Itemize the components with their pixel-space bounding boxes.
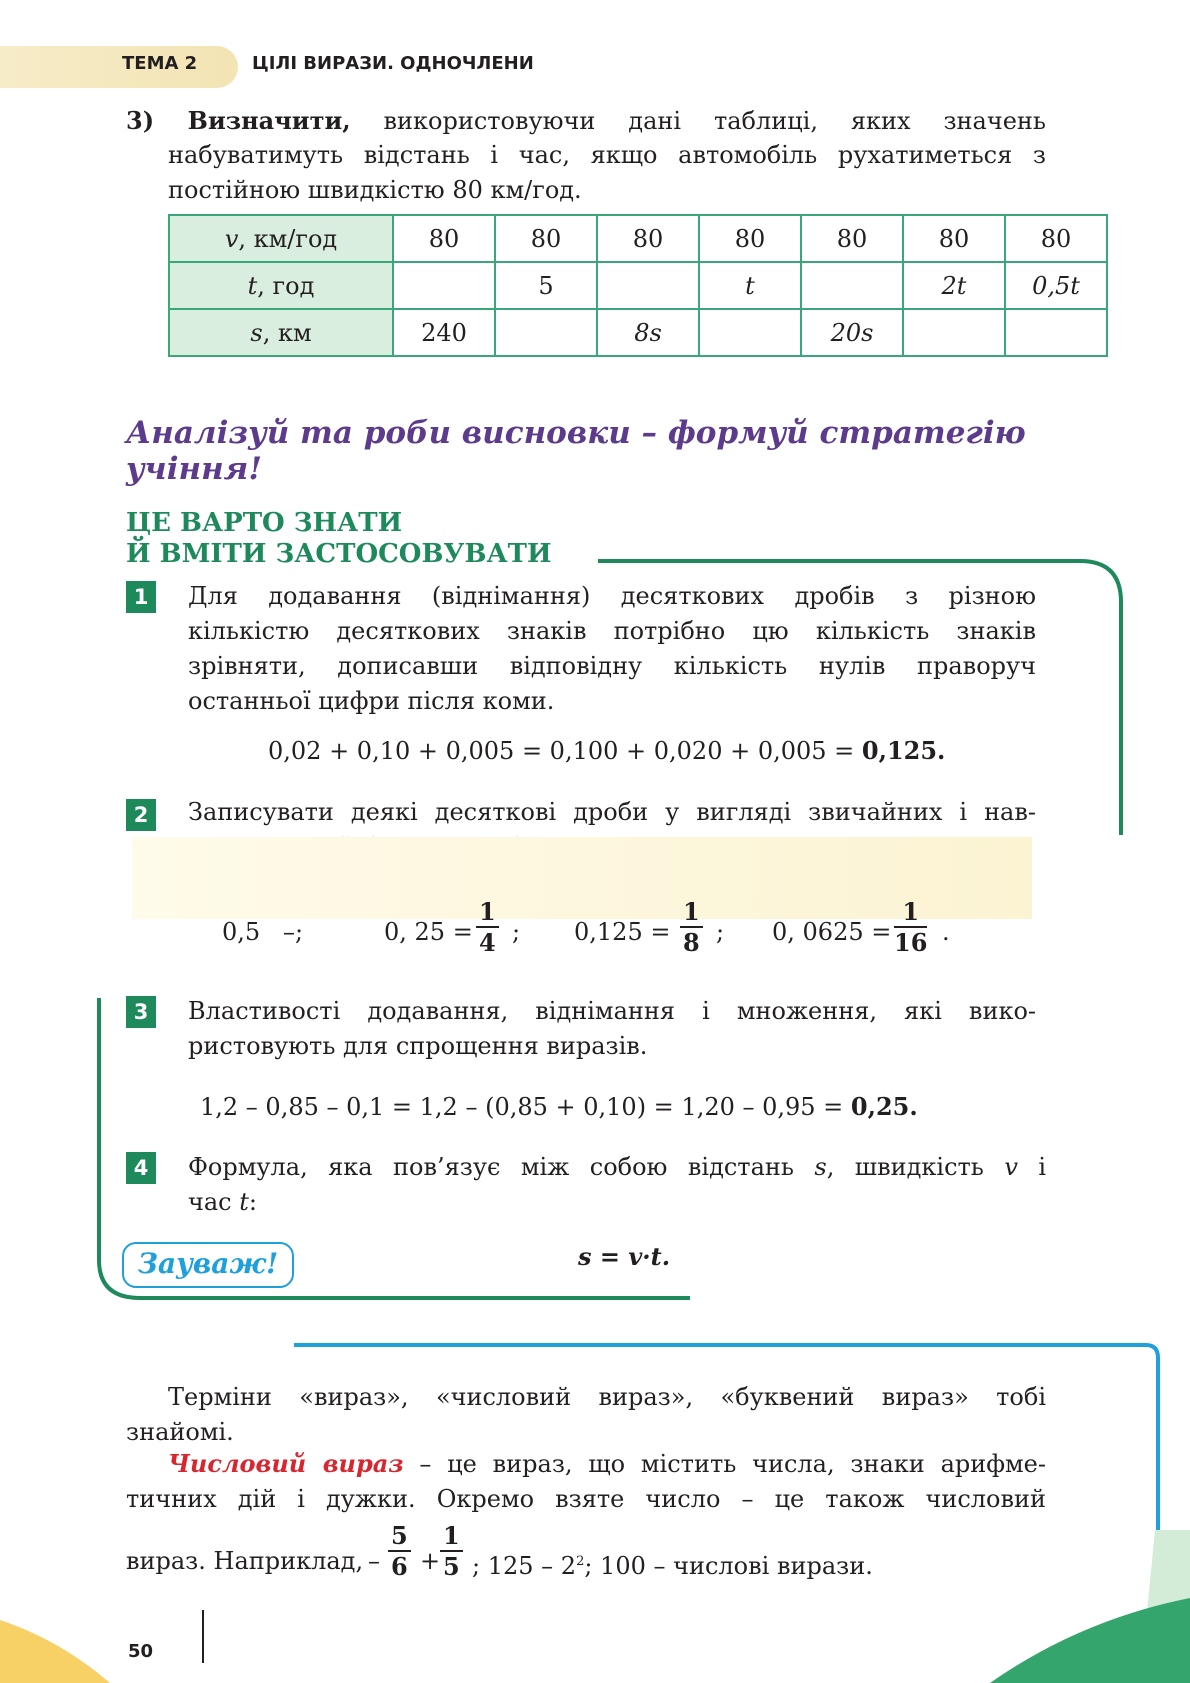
table-cell: 0,5t [1005,262,1107,309]
table-cell [801,262,903,309]
table-cell [903,309,1005,356]
item-3-text: Властивості додавання, віднімання і множення, які вико- ристовують для спрощення виразів. [188,997,1036,1060]
table-cell: 80 [597,215,699,262]
table-cell: t [699,262,801,309]
header-title: ЦІЛІ ВИРАЗИ. ОДНОЧЛЕНИ [252,53,534,74]
note-paragraph-1: Терміни «вираз», «числовий вираз», «буквений вираз» тобі знайомі. [126,1383,1046,1446]
fraction: $\frac{1}{4}$ [476,898,499,958]
fraction: $\frac{1}{5}$ [440,1522,463,1582]
table-cell: 80 [495,215,597,262]
note-paragraph-3: вираз. Наприклад, – $\frac{5}{6}$ + $\frac{1}{5}$ ; $125 - 2^2$; 100 – числові вирази. [126,1521,873,1581]
table-cell: 80 [699,215,801,262]
task3-line3: постійною швидкістю 80 км/год. [168,176,582,204]
task3-line1-text: використовуючи дані таблиці, яких значень [383,107,1046,135]
table-cell: 80 [1005,215,1107,262]
table-cell [597,262,699,309]
item-1-formula: 0,02 + 0,10 + 0,005 = 0,100 + 0,020 + 0,005 = 0,125. [268,736,946,765]
task3-line2: набуватимуть відстань і час, якщо автомобіль рухатиметься з [168,141,1046,169]
table-cell: 80 [903,215,1005,262]
item-4-formula: s = v·t. [578,1242,671,1271]
must-know-heading: ЦЕ ВАРТО ЗНАТИ Й ВМІТИ ЗАСТОСОВУВАТИ [126,508,552,569]
table-header-cell: t, год [169,262,393,309]
task3-lead: 3) Визначити, [126,106,351,135]
item-1-text: Для додавання (віднімання) десяткових дробів з різною кількістю десяткових знаків потрібно цю кількість знаків зрівняти, дописавши відповідну кількість нулів праворуч останньої цифри після коми. [188,582,1036,715]
task3-line1 [126,103,1046,139]
fraction: $\frac{5}{6}$ [388,1522,411,1582]
table-cell [495,309,597,356]
table-cell: 240 [393,309,495,356]
note-paragraph-2: Числовий вираз – це вираз, що містить числа, знаки арифме- тичних дій і дужки. Окремо взяте число – це також числовий [126,1449,1046,1513]
table-cell: 2t [903,262,1005,309]
item-2-formulas: 0,5 –; 0, 25 = $\frac{1}{4}$ ; 0,125 = $\frac{1}{8}$ ; 0, 0625 = $\frac{1}{16}$ . [222,897,950,957]
table-cell: 80 [801,215,903,262]
note-title: Зауваж! [122,1242,294,1288]
formula-part: 0, 0625 = [772,918,892,946]
header-topic: ТЕМА 2 [122,53,198,74]
header-tab [0,46,238,88]
analyze-heading: Аналізуй та роби висновки – формуй стратегію учіння! [126,415,1026,487]
fraction: $\frac{1}{16}$ [894,897,928,957]
page-number: 50 [128,1641,154,1662]
table-row-time [169,262,1107,309]
table-cell [1005,309,1107,356]
term-highlight: Числовий вираз [168,1449,404,1478]
table-cell [393,262,495,309]
table-cell: 5 [495,262,597,309]
item-4-text: Формула, яка пов’язує між собою відстань s, швидкість v і час t: [188,1153,1046,1216]
item-number-badge: 3 [126,996,156,1028]
formula-part: 0,125 = [574,918,671,946]
table-header-cell: s, км [169,309,393,356]
table-row-distance [169,309,1107,356]
formula-part: 0,5 –; [222,918,304,946]
table-header-cell: v, км/год [169,215,393,262]
item-number-badge: 2 [126,799,156,831]
yellow-corner-shape [0,1620,110,1683]
speed-time-distance-table [168,214,1108,357]
table-cell: 20s [801,309,903,356]
table-row-speed [169,215,1107,262]
item-3-formula: 1,2 – 0,85 – 0,1 = 1,2 – (0,85 + 0,10) = 1,20 – 0,95 = 0,25. [200,1092,918,1121]
table-cell [699,309,801,356]
fraction: $\frac{1}{8}$ [680,898,703,958]
item-2-text: Записувати деякі десяткові дроби у вигляді звичайних і нав- [188,798,1036,826]
item-number-badge: 1 [126,581,156,613]
green-corner-shape [990,1598,1190,1683]
item-number-badge: 4 [126,1152,156,1184]
table-cell: 80 [393,215,495,262]
table-cell: 8s [597,309,699,356]
formula-part: 0, 25 = [384,918,473,946]
